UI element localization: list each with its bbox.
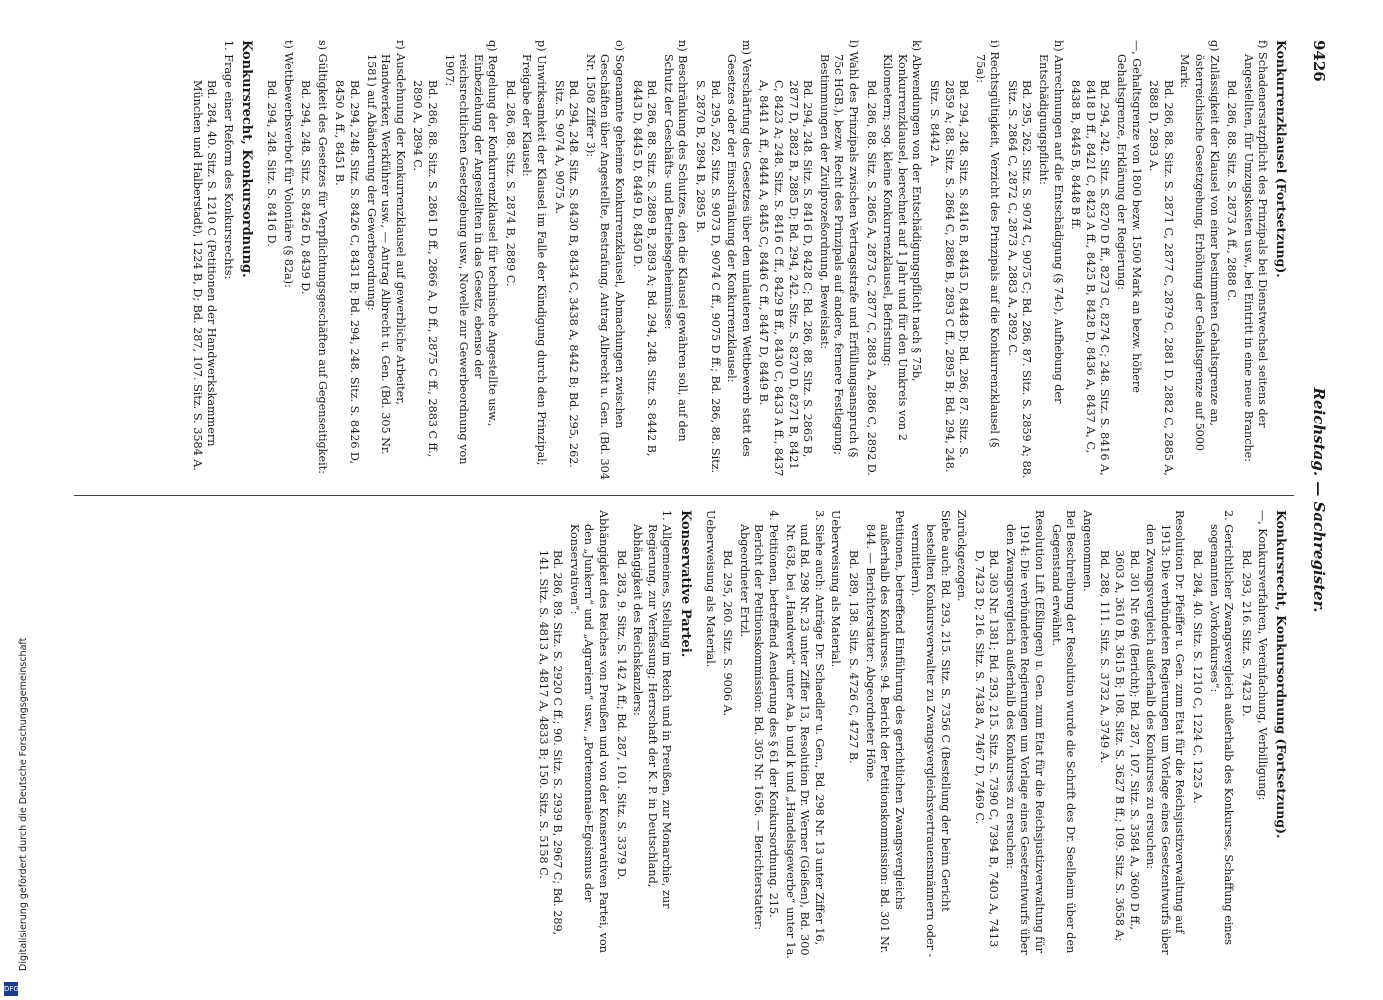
index-entry: Bei Beschreibung der Resolution wurde die Schrift des Dr. Seelheim über den Gegenstand erwähnt. — [1049, 510, 1078, 954]
digitization-credit — [2, 0, 29, 1000]
index-entry: k) Abwendungen von der Entschädigungspflicht nach § 75b, Konkurrenzklausel, berechnet auf 1 Jahr und für den Umkreis von 2 Kilometern; sog. kleine Konkurrenzklausel, Befristung: — [881, 40, 924, 441]
left-section2-entry: 1. Frage einer Reform des Konkursrechts: — [221, 40, 235, 280]
index-reference: Bd. 286, 89. Sitz. S. 2920 C ff.; 90. Sitz. S. 2939 B, 2967 C; Bd. 289, 141. Sitz. S. 4813 A, 4817 A, 4833 B; 150. Sitz. S. 5158 C. — [536, 550, 565, 936]
index-reference: Bd. 283, 9. Sitz. S. 142 A ff.; Bd. 287, 101. Sitz. S. 3379 D. — [614, 550, 628, 880]
index-reference: Bd. 294, 248. Sitz. S. 8426 C, 8431 B; Bd. 294, 248. Sitz. S. 8426 D, 8450 A ff., 8451 B. — [333, 80, 361, 465]
index-entry: r) Ausdehnung der Konkurrenzklausel auf gewerbliche Arbeiter, Handwerker, Werkführer usw., — Antrag Albrecht u. Gen. (Bd. 305 Nr. 1581) auf Abänderung der Gewerbeordnung: — [364, 40, 407, 455]
index-reference: Bd. 289, 138. Sitz. S. 4726 C, 4727 B. — [846, 550, 860, 764]
index-reference: Bd. 294, 248. Sitz. S. 8416 D, 8428 C; Bd. 286, 88. Sitz. S. 2865 B, 2877 D, 2882 B, 2885 D; Bd. 294, 242. Sitz. S. 8270 D, 8271 B, 8421 C, 8423 A; 248. Sitz. S. 8416 C ff., 8429 B ff., 8430 C, 8433 A ff., 8437 A, 8441 A ff., 8444 A, 8445 C, 8446 C ff., 8447 D, 8449 B. — [757, 80, 815, 477]
credit-text: Digitalisierung gefördert durch die Deutsche Forschungsgemeinschaft — [18, 637, 29, 971]
index-entry: Abhängigkeit des Reiches von Preußen und von der Konservativen Partei, von den „Junkern“ und „Agrariern“ usw., „Portemonnaie-Egoismus der Konservativen“: — [567, 510, 611, 953]
index-entry: Ueberweisung als Material. — [703, 510, 717, 668]
index-reference: Bd. 294, 248. Sitz. S. 8426 D, 8439 D. — [299, 80, 313, 295]
page-header — [1302, 40, 1330, 960]
index-entry: s) Gültigkeit des Gesetzes für Verpflichtungsgeschäften auf Gegenseitigkeit: — [315, 40, 329, 474]
index-reference: Bd. 295, 262. Sitz. S. 9073 D, 9074 C ff., 9075 D ff.; Bd. 286, 88. Sitz. S. 2870 B, 2894 B, 2895 B. — [694, 80, 722, 474]
right-section2-entries — [535, 510, 673, 960]
column-divider — [74, 495, 1294, 496]
index-reference: Bd. 294, 248. Sitz. S. 8416 B, 8445 D, 8448 D; Bd. 286, 87. Sitz. S. 2859 A; 88. Sitz. S. 2864 C, 2886 B, 2893 C ff., 2895 B; Bd. 294, 248. Sitz. S. 8442 A. — [927, 80, 971, 473]
index-entry: Resolution Dr. Pfeiffer u. Gen. zum Etat für die Reichsjustizverwaltung auf 1913: Die verbündeten Regierungen um Vorlage eines Gesetzentwurfs über den Zwangsvergleich außerhalb des Konkurses zu ersuchen: — [1144, 510, 1187, 955]
index-reference: Bd. 294, 242. Sitz. S. 8270 D ff., 8273 C, 8274 C; 248. Sitz. S. 8416 A, 8418 D ff., 8421 C, 8423 A ff., 8425 B, 8428 D, 8436 A, 8437 A, C, 8438 B, 8445 B, 8448 B ff. — [1069, 80, 1112, 476]
right-entries — [702, 510, 1269, 960]
index-reference: Bd. 295, 260. Sitz. S. 9006 A. — [721, 550, 735, 717]
running-title: Reichstag. — Sachregister. — [1310, 387, 1328, 613]
index-entry: —, Gehaltsgrenze von 1800 bezw. 1500 Mark an bezw. höhere Gehaltsgrenze, Erklärung der Regierung: — [1115, 40, 1143, 393]
index-entry: Zurückgezogen. — [955, 510, 969, 602]
index-entry: Resolution Lift (Eßlingen) u. Gen. zum Etat für die Reichsjustizverwaltung für 1914: Die verbündeten Regierungen um Vorlage eines Gesetzentwurfs über den Zwangsvergleich außerhalb des Konkurses zu ersuchen: — [1003, 510, 1047, 955]
right-column — [532, 510, 1294, 960]
index-entry: h) Anrechnungen auf die Entschädigung (§ 74c), Aufhebung der Entschädigungspflicht: — [1037, 40, 1065, 404]
index-entry: —, Konkursverfahren, Vereinfachung, Verbilligung: — [1256, 510, 1270, 801]
page-number: 9426 — [1310, 40, 1328, 82]
index-reference: Bd. 284, 40. Sitz. S. 1210 C, 1224 C, 1225 A. — [1191, 550, 1205, 804]
index-entry: 1. Allgemeines, Stellung im Reich und in Preußen, zur Monarchie, zur Regierung, zur Verfassung; Herrschaft der K. P. in Deutschland, Abhängigkeit des Reichskanzlers: — [631, 510, 674, 909]
index-reference: Bd. 286, 88. Sitz. S. 2861 D ff., 2866 A, D ff., 2875 C ff., 2883 C ff., 2890 A, 2894 C. — [411, 80, 439, 458]
index-entry: i) Rechtsgültigkeit, Verzicht des Prinzipals auf die Konkurrenzklausel (§ 75a): — [973, 40, 1002, 448]
index-entry: g) Zulässigkeit der Klausel von einer bestimmten Gehaltsgrenze an, österreichische Gesetzgebung, Erhöhung der Gehaltsgrenze auf 5000 Mark: — [1178, 40, 1221, 452]
index-entry: 3. Siehe auch: Anträge Dr. Schaedler u. Gen., Bd. 298 Nr. 13 unter Ziffer 16, und Bd. 298 Nr. 23 unter Ziffer 13, Resolution Dr. Werner (Gießen), Bd. 300 Nr. 638, bei „Handwerk“ unter Aa, b und k und „Handelsgewerbe“ unter 1a. — [783, 510, 826, 959]
index-entry: Petitionen, betreffend Einführung des gerichtlichen Zwangsvergleichs außerhalb des Konkurses. 94. Bericht der Petitionskommission: Bd. 301 Nr. 844. — Berichterstatter: Abgeordneter Höne. — [863, 510, 906, 954]
left-entries — [263, 40, 1269, 480]
index-entry: q) Regelung der Konkurrenzklausel für technische Angestellte usw., Einbeziehung der Angestellten in das Gesetz, ebenso der reichsrechtlichen Gesetzgebung usw., Novelle zur Gewerbeordnung von 1907: — [442, 40, 500, 465]
index-reference: Bd. 294, 248. Sitz. S. 8416 D. — [265, 80, 278, 247]
index-entry: 4. Petitionen, betreffend Aenderung des § 61 der Konkursordnung. 215. Bericht der Petitionskommission: Bd. 305 Nr. 1656. — Berichterstatter: Abgeordneter Ertzl. — [737, 510, 780, 931]
index-reference: Bd. 293, 216. Sitz. S. 7423 D. — [1239, 550, 1253, 717]
left-section2-heading: Konkursrecht, Konkursordnung. — [239, 40, 255, 278]
index-entry: f) Schadenersatzpflicht des Prinzipals bei Dienstwechsel seitens der Angestellten, für Umzugskosten usw., bei Eintritt in eine neue Branche: — [1241, 40, 1270, 463]
index-reference: Bd. 286, 88. Sitz. S. 2889 B, 2893 A; Bd. 294, 248. Sitz. S. 8442 B, 8443 D, 8445 D, 8449 D, 8450 D. — [630, 80, 659, 457]
index-entry: t) Wettbewerbsverbot für Volontäre (§ 82a): — [281, 40, 295, 288]
left-section2-ref: Bd. 284, 40. Sitz. S. 1210 C (Petitionen der Handwerkskammern München und Halberstadt), 1224 B, D; Bd. 287, 107. Sitz. S. 3584 A. — [190, 80, 219, 471]
index-reference: Bd. 286, 88. Sitz. S. 2871 C, 2877 C, 2879 C, 2881 D, 2882 C, 2885 A, 2888 D, 2893 A. — [1147, 80, 1175, 477]
document-page — [60, 40, 1330, 960]
index-entry: Angenommen. — [1080, 510, 1094, 592]
index-reference: Bd. 286, 88. Sitz. S. 2873 A ff., 2888 C. — [1225, 80, 1239, 302]
index-entry: l) Wahl des Prinzipals zwischen Vertragsstrafe und Erfüllungsanspruch (§ 75c HGB.), bezw. Recht des Prinzipals auf andere, fernere Festlegung; Bestimmungen der Zivilprozeßordnung, Beweislast: — [817, 40, 860, 458]
index-reference: Bd. 295, 262. Sitz. S. 9074 C, 9075 C; Bd. 286, 87. Sitz. S. 2859 A; 88. Sitz. S. 2864 C, 2872 C, 2873 A, 2883 A, 2892 C. — [1005, 80, 1034, 479]
index-entry: 2. Gerichtlicher Zwangsvergleich außerhalb des Konkurses, Schaffung eines sogenannten „Vorkonkurses“: — [1207, 510, 1236, 945]
left-column — [186, 40, 1294, 480]
index-reference: Bd. 286, 88. Sitz. S. 2874 B, 2889 C. — [503, 80, 517, 287]
right-heading: Konkursrecht, Konkursordnung (Fortsetzung). — [1274, 510, 1289, 839]
index-entry: p) Unwirksamkeit der Klausel im Falle der Kündigung durch den Prinzipal; Freigabe der Klausel: — [520, 40, 549, 466]
index-entry: Ueberweisung als Material. — [829, 510, 843, 668]
index-reference: Bd. 303 Nr. 1381; Bd. 293, 215. Sitz. S. 7390 C, 7394 B, 7403 A, 7413 D, 7423 D; 216. Sitz. S. 7438 A, 7467 D, 7469 C. — [972, 550, 1001, 948]
dfg-logo: DFG — [4, 982, 18, 996]
index-entry: n) Beschränkung des Schutzes, den die Klausel gewähren soll, auf den Schutz der Geschäfts- und Betriebsgeheimnisse: — [661, 40, 690, 442]
left-heading: Konkurrenzklausel (Fortsetzung). — [1274, 40, 1289, 278]
index-entry: o) Sogenannte geheime Konkurrenzklausel, Abmachungen zwischen Geschäften über Angestellte, Bestrafung, Antrag Albrecht u. Gen. (Bd. 304 Nr. 1508 Ziffer 3): — [583, 40, 627, 480]
index-reference: Bd. 286, 88. Sitz. S. 2865 A, 2873 C, 2877 C, 2883 A, 2886 C, 2892 D. — [864, 80, 878, 476]
index-reference: Bd. 301 Nr. 696 (Bericht); Bd. 287, 107. Sitz. S. 3584 A, 3600 D ff., 3603 A, 3610 B, 3615 B; 108. Sitz. S. 3627 B ff.; 109. Sitz. S. 3658 A; Bd. 288, 111. Sitz. S. 3732 A, 3749 A. — [1098, 550, 1141, 942]
index-reference: Bd. 294, 248. Sitz. S. 8430 B, 8434 C, 3438 A, 8442 B; Bd. 295, 262. Sitz. S. 9074 A, 9075 A. — [552, 80, 581, 468]
index-entry: Siehe auch: Bd. 293, 215. Sitz. S. 7356 C (Bestellung der beim Gericht bestellten Konkursverwalter zu Zwangsvergleichsvertrauensmännern oder -vermittlern). — [909, 510, 952, 958]
right-section2-heading: Konservative Partei. — [678, 510, 694, 658]
index-entry: m) Verschärfung des Gesetzes über den unlauteren Wettbewerb statt des Gesetzes oder der Einschränkung der Konkurrenzklausel: — [725, 40, 753, 457]
